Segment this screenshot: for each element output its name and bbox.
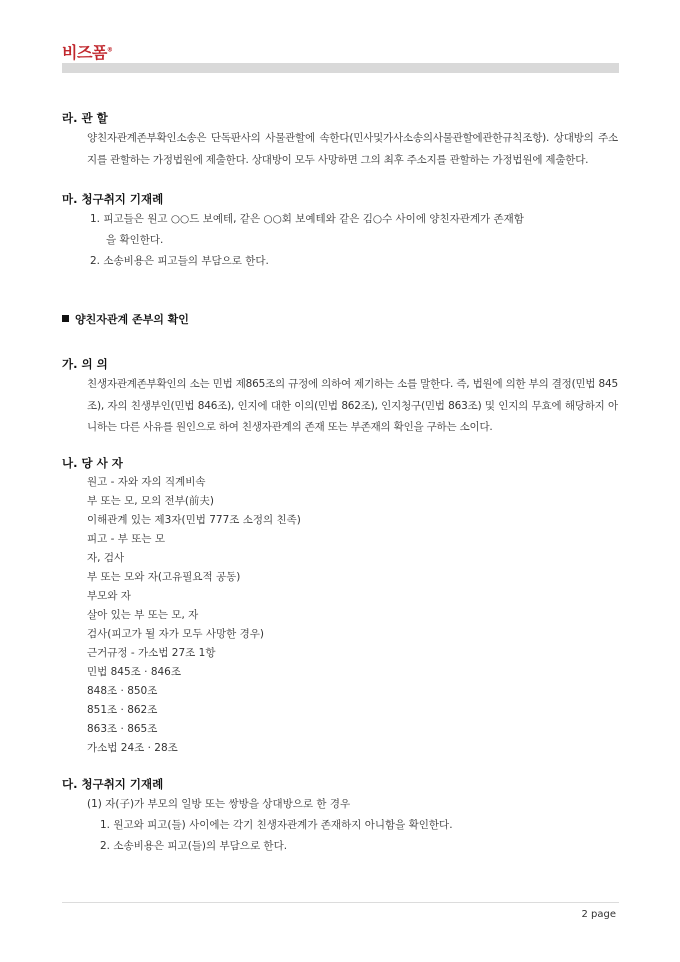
list-item: 근거규정 - 가소법 27조 1항 [87,646,216,659]
list-item: 피고 - 부 또는 모 [87,532,165,545]
claim-example-heading-2: 다. 청구취지 기재례 [62,776,164,791]
registered-mark: ® [106,46,113,54]
square-bullet-icon [62,315,69,322]
list-item: 검사(피고가 될 자가 모두 사망한 경우) [87,627,265,640]
claim-example-heading: 마. 청구취지 기재례 [62,192,164,206]
list-item: 848조 · 850조 [87,684,158,697]
list-item: 부 또는 모와 자(고유필요적 공동) [87,570,241,583]
list-item: 살아 있는 부 또는 모, 자 [87,608,199,621]
page-number: 2 page [581,909,616,920]
parties-list [62,473,618,758]
claim2-item-2: 2. 소송비용은 피고(들)의 부담으로 한다. [100,839,288,852]
jurisdiction-text: 양친자관계존부확인소송은 단독판사의 사물관할에 속한다(민사및가사소송의사물관할에관한규칙조항). 상대방의 주소지를 관할하는 가정법원에 제출한다. 상대방이 모두 사망하면 그의 최후 주소지를 관할하는 가정법원에 제출한다. [87,132,618,166]
list-item: 민법 845조 · 846조 [87,665,182,678]
section-title [62,310,618,330]
document-body [62,108,618,857]
list-item: 원고 - 자와 자의 직계비속 [87,475,206,488]
list-item: 이해관계 있는 제3자(민법 777조 소정의 친족) [87,513,301,526]
parties-heading: 나. 당 사 자 [62,455,123,470]
claim-case-1: (1) 자(子)가 부모의 일방 또는 쌍방을 상대방으로 한 경우 [87,797,351,810]
claim-item-1-cont: 을 확인한다. [106,234,164,246]
list-item: 부모와 자 [87,589,131,602]
list-item: 자, 검사 [87,551,125,564]
list-item: 863조 · 865조 [87,722,158,735]
section-title-text: 양친자관계 존부의 확인 [75,313,189,326]
claim2-item-1: 1. 원고와 피고(들) 사이에는 각기 친생자관계가 존재하지 아니함을 확인한다. [100,818,453,831]
header-bar [62,63,619,73]
footer-divider [62,902,619,903]
logo-text: 비즈폼 [62,43,107,62]
list-item: 부 또는 모, 모의 전부(前夫) [87,494,215,507]
meaning-heading: 가. 의 의 [62,357,108,371]
jurisdiction-heading: 라. 관 할 [62,111,108,125]
claim-item-1: 1. 피고들은 원고 ○○드 보예테, 같은 ○○회 보예테와 같은 김○수 사이에 양친자관계가 존재함 [90,213,524,225]
list-item: 851조 · 862조 [87,703,158,716]
list-item: 가소법 24조 · 28조 [87,741,178,754]
bizform-logo [62,40,112,63]
claim-item-2: 2. 소송비용은 피고들의 부담으로 한다. [90,255,269,267]
meaning-text: 친생자관계존부확인의 소는 민법 제865조의 규정에 의하여 제기하는 소를 말한다. 즉, 법원에 의한 부의 결정(민법 845조), 자의 친생부인(민법 846조), 인지에 대한 이의(민법 862조), 인지청구(민법 863조) 및 인지의 무효에 해당하지 아니하는 다른 사유를 원인으로 하여 친생자관계의 존재 또는 부존재의 확인을 구하는 소이다. [87,378,618,433]
